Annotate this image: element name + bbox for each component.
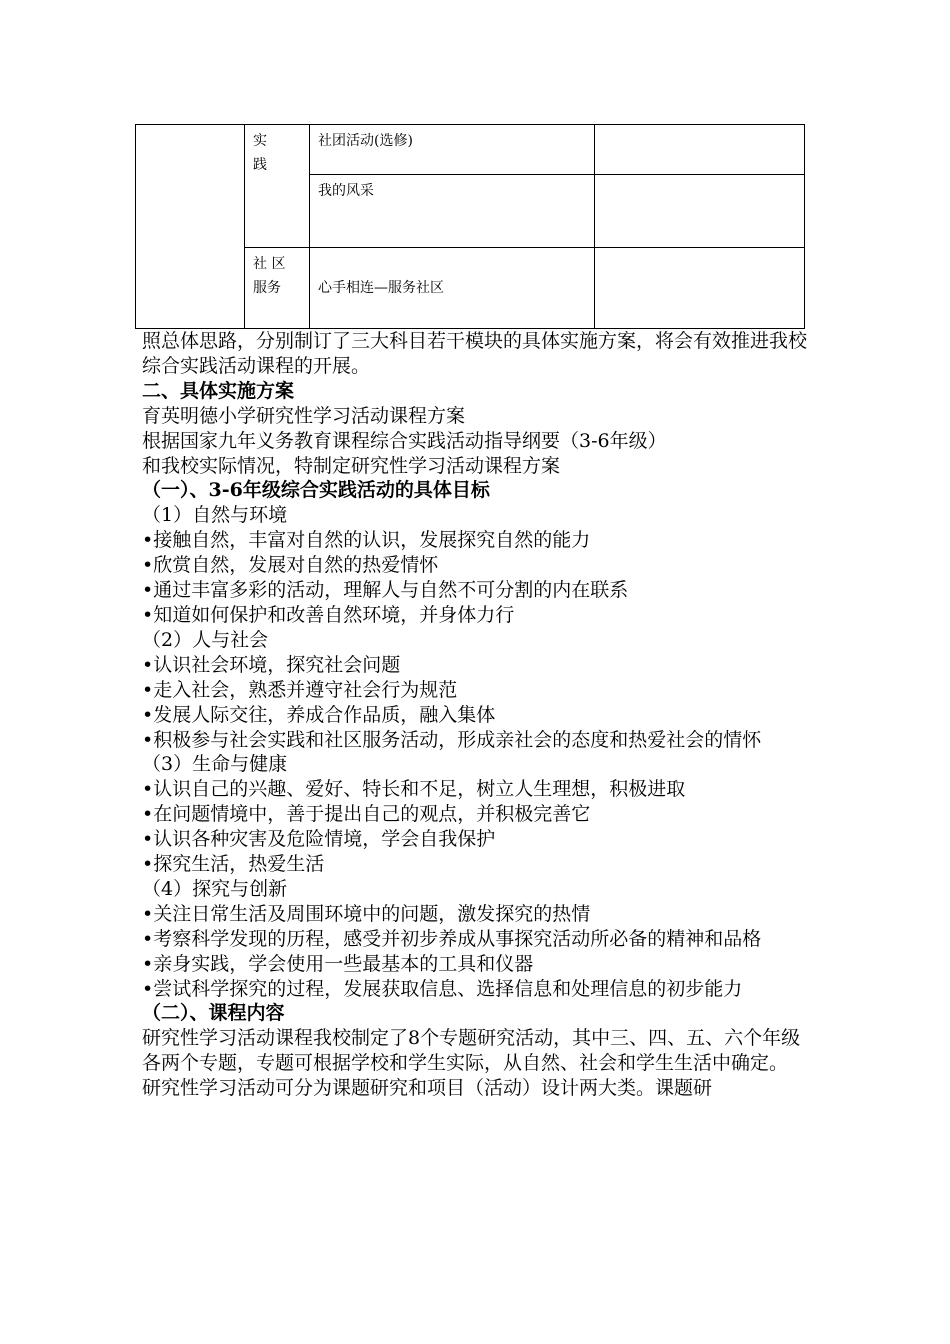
section-heading: （一）、3-6年级综合实践活动的具体目标 [142, 479, 490, 502]
paragraph: •在问题情境中，善于提出自己的观点，并积极完善它 [142, 803, 591, 826]
course-plan-table [135, 124, 805, 329]
paragraph: •关注日常生活及周围环境中的问题，激发探究的热情 [142, 902, 591, 925]
table-cell-item: 社团活动(选修) [310, 125, 595, 175]
table-cell-category: 社 区 服务 [245, 248, 310, 329]
table-cell-empty [595, 175, 805, 248]
paragraph: •探究生活，热爱生活 [142, 853, 325, 876]
paragraph: （2）人与社会 [142, 628, 269, 651]
table-cell-empty [595, 125, 805, 175]
table-cell-empty [136, 125, 245, 329]
paragraph: （1）自然与环境 [142, 504, 288, 527]
paragraph: •认识社会环境，探究社会问题 [142, 653, 401, 676]
table-row [136, 125, 805, 175]
paragraph: •走入社会，熟悉并遵守社会行为规范 [142, 678, 458, 701]
section-heading: （二）、课程内容 [142, 1002, 285, 1025]
paragraph: •尝试科学探究的过程，发展获取信息、选择信息和处理信息的初步能力 [142, 977, 743, 1000]
paragraph: 根据国家九年义务教育课程综合实践活动指导纲要（3-6年级） [142, 429, 667, 452]
paragraph: •接触自然，丰富对自然的认识，发展探究自然的能力 [142, 529, 591, 552]
table-cell-empty [595, 248, 805, 329]
paragraph: 研究性学习活动可分为课题研究和项目（活动）设计两大类。课题研 [142, 1077, 713, 1100]
table-cell-category: 实 践 [245, 125, 310, 248]
table-cell-item: 心手相连—服务社区 [310, 248, 595, 329]
paragraph: •通过丰富多彩的活动，理解人与自然不可分割的内在联系 [142, 579, 629, 602]
paragraph: •欣赏自然，发展对自然的热爱情怀 [142, 554, 439, 577]
paragraph: •认识自己的兴趣、爱好、特长和不足，树立人生理想，积极进取 [142, 778, 686, 801]
paragraph: •亲身实践，学会使用一些最基本的工具和仪器 [142, 952, 534, 975]
paragraph: •发展人际交往，养成合作品质，融入集体 [142, 703, 496, 726]
paragraph: •认识各种灾害及危险情境，学会自我保护 [142, 828, 496, 851]
paragraph: •考察科学发现的历程，感受并初步养成从事探究活动所必备的精神和品格 [142, 927, 762, 950]
paragraph: •知道如何保护和改善自然环境，并身体力行 [142, 603, 515, 626]
paragraph: （3）生命与健康 [142, 753, 288, 776]
paragraph: •积极参与社会实践和社区服务活动，形成亲社会的态度和热爱社会的情怀 [142, 728, 762, 751]
paragraph: 研究性学习活动课程我校制定了8个专题研究活动，其中三、四、五、六个年级各两个专题，专题可根据学校和学生实际，从自然、社会和学生生活中确定。 [142, 1027, 801, 1075]
table-cell-item: 我的风采 [310, 175, 595, 248]
section-heading: 二、具体实施方案 [142, 379, 295, 402]
paragraph: （4）探究与创新 [142, 877, 288, 900]
document-body [142, 329, 810, 1101]
paragraph: 育英明德小学研究性学习活动课程方案 [142, 404, 466, 427]
paragraph: 照总体思路，分别制订了三大科目若干模块的具体实施方案，将会有效推进我校综合实践活动课程的开展。 [142, 330, 808, 377]
paragraph: 和我校实际情况，特制定研究性学习活动课程方案 [142, 454, 561, 477]
